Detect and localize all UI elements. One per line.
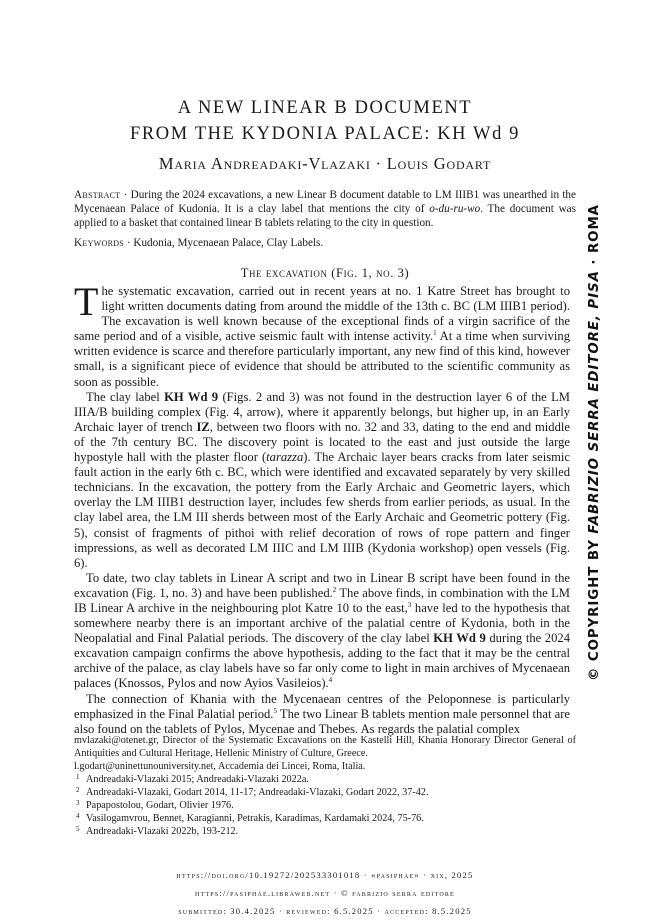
footer-doi-line[interactable]: https://doi.org/10.19272/202533301018 · «pasiphae» · xix, 2025 [176, 870, 474, 880]
footnote-item [76, 825, 576, 838]
copyright-text-a: © COPYRIGHT BY [587, 533, 602, 681]
abstract-text: · During the 2024 excavations, a new Linear B document datable to LM IIIB1 was unearthed in the Mycenaean Palace of Kudonia. It is a clay label that mentions the city of [74, 189, 576, 216]
footnote-item [76, 786, 576, 799]
article-title-line-2: FROM THE KYDONIA PALACE: KH Wd 9 [129, 124, 521, 144]
footnote-ref-4[interactable]: 4 [328, 676, 333, 685]
tarazza-italic: tarazza [266, 450, 304, 465]
footer-dates-line: submitted: 30.4.2025 · reviewed: 6.5.2025 · accepted: 8.5.2025 [178, 906, 472, 916]
footnote-text: Papapostolou, Godart, Olivier 1976. [86, 800, 234, 811]
article-authors: Maria Andreadaki-Vlazaki · Louis Godart [158, 154, 492, 173]
footnote-item [76, 773, 576, 786]
abstract [74, 188, 576, 231]
paragraph-4-text: The connection of Khania with the Mycenaean centres of the Peloponnese is particularly emphasized in the Final Palatial period. [74, 691, 570, 721]
paragraph-4-text-b: The two Linear B tablets mention male personnel that are also found on the tablets of Pylos, Mycenae and Thebes. As regards the palatial complex [74, 706, 570, 736]
author-affiliation-1: mvlazaki@otenet.gr, Director of the Systematic Excavations on the Kastelli Hill, Khania Honorary Director General of Antiquities and Cultural Heritage, Hellenic Ministry of Culture, Greece. [74, 735, 576, 759]
copyright-sidebar [587, 204, 609, 681]
article-title-line-1: A NEW LINEAR B DOCUMENT [177, 98, 473, 118]
paragraph-3 [74, 571, 570, 692]
paragraph-3-text-d: during the 2024 excavation campaign confirms the above hypothesis, adding to the fact that it may be the central archive of the palace, as clay labels have so far only come to light in main archives of Mycenaean palaces (Knossos, Pylos and now Ayios Vasileios). [74, 631, 570, 691]
paragraph-3-text: To date, two clay tablets in Linear A script and two in Linear B script have been found in the excavation (Fig. 1, no. 3) and have been published. [74, 570, 570, 600]
label-id-bold: KH Wd 9 [164, 389, 219, 404]
paragraph-2-text-d: ). The Archaic layer bears cracks from later seismic fault action in the early 6th c. BC, which were identified and excavated separately by very skilled technicians. In the excavation, the pottery from the Early Archaic and Geometric layers, which overlay the LM IIIB1 destruction layer, includes few sherds from earlier periods, as usual. In the clay label area, the LM III sherds between most of the Early Archaic and Geometric pottery (Fig. 5), consist of fragments of pithoi with relief decoration of rows of rope pattern and finger impressions, as well as decorated LM IIIC and LM IIIB (Kydonia workshop) open vessels (Fig. 6). [74, 450, 570, 570]
paragraph-2 [74, 390, 570, 571]
footnote-number: 3 [76, 799, 80, 807]
footnote-number: 1 [76, 773, 80, 781]
paragraph-2-text: The clay label [86, 389, 165, 404]
article-body [74, 279, 570, 737]
footnote-item [76, 799, 576, 812]
paragraph-1 [74, 279, 570, 390]
drop-cap: T [74, 279, 99, 324]
footnote-number: 2 [76, 786, 80, 794]
copyright-publisher: FABRIZIO SERRA EDITORE, PISA [587, 270, 602, 534]
abstract-italic-term: o-du-ru-wo [429, 203, 481, 216]
keywords [74, 236, 576, 250]
footnotes [74, 734, 576, 838]
paragraph-1-text: he systematic excavation, carried out in recent years at no. 1 Katre Street has brought to light written documents dating from around the middle of the 13th c. BC (LM IIIB1 period). The excavation is well known because of the exceptional finds of a virgin sacrifice of the same period and of a visible, active seismic fault with intense activity. [74, 284, 570, 344]
section-heading: The excavation (Fig. 1, no. 3) [240, 266, 410, 280]
footnote-number: 4 [76, 812, 80, 820]
paragraph-2-text-b: (Figs. 2 and 3) was not found in the destruction layer 6 of the LM IIIA/B building complex (Fig. 4, arrow), where it apparently belongs, but higher up, in an Early Archaic layer of trench [74, 389, 570, 434]
footnote-text: Andreadaki-Vlazaki 2015; Andreadaki-Vlazaki 2022a. [86, 774, 309, 785]
footnote-number: 5 [76, 825, 80, 833]
keywords-label: Keywords [74, 237, 125, 249]
label-id-bold-2: KH Wd 9 [433, 631, 486, 646]
footnote-text: Vasilogamvrou, Bennet, Karagianni, Petrakis, Karadimas, Kardamaki 2024, 75-76. [86, 813, 424, 824]
paragraph-3-text-b: The above finds, in combination with the LM IB Linear A archive in the neighbouring plot Katre 10 to the east, [74, 585, 570, 615]
copyright-text-c: · ROMA [587, 204, 602, 271]
paragraph-3-text-c: have led to the hypothesis that somewhere nearby there is an important archive of the palatial centre of Kydonia, both in the Neopalatial and Final Palatial periods. The discovery of the clay label [74, 600, 570, 646]
footnote-text: Andreadaki-Vlazaki, Godart 2014, 11-17; Andreadaki-Vlazaki, Godart 2022, 37-42. [86, 787, 429, 798]
trench-id-bold: IZ [196, 419, 210, 434]
abstract-label: Abstract [74, 189, 121, 201]
keywords-text: · Kudonia, Mycenaean Palace, Clay Labels. [124, 237, 324, 249]
paragraph-1-text-cont: At a time when surviving written evidence is scarce and therefore particularly important, any new find of this kind, however small, is a significant piece of evidence that should be attributed to the scientific community as soon as possible. [74, 329, 570, 389]
footnote-text: Andreadaki-Vlazaki 2022b, 193-212. [86, 826, 239, 837]
footnote-ref-3[interactable]: 3 [407, 600, 412, 609]
abstract-text-end: . The document was applied to a basket that contained linear B tablets relating to the city in question. [74, 203, 576, 230]
footnote-item [76, 812, 576, 825]
footnote-ref-2[interactable]: 2 [332, 585, 337, 594]
footer-publisher-line[interactable]: https://pasiphae.libraweb.net · © fabrizio serra editore [195, 888, 455, 898]
paragraph-2-text-c: , between two floors with no. 32 and 33, dating to the end and middle of the 7th century BC. The discovery point is located to the east and just outside the large hypostyle hall with the plaster floor ( [74, 419, 570, 465]
paragraph-4 [74, 692, 570, 737]
footnote-ref-1[interactable]: 1 [433, 329, 437, 338]
footnote-ref-5[interactable]: 5 [273, 706, 277, 715]
author-affiliation-2: l.godart@uninettunouniversity.net, Accademia dei Lincei, Roma, Italia. [74, 761, 366, 772]
